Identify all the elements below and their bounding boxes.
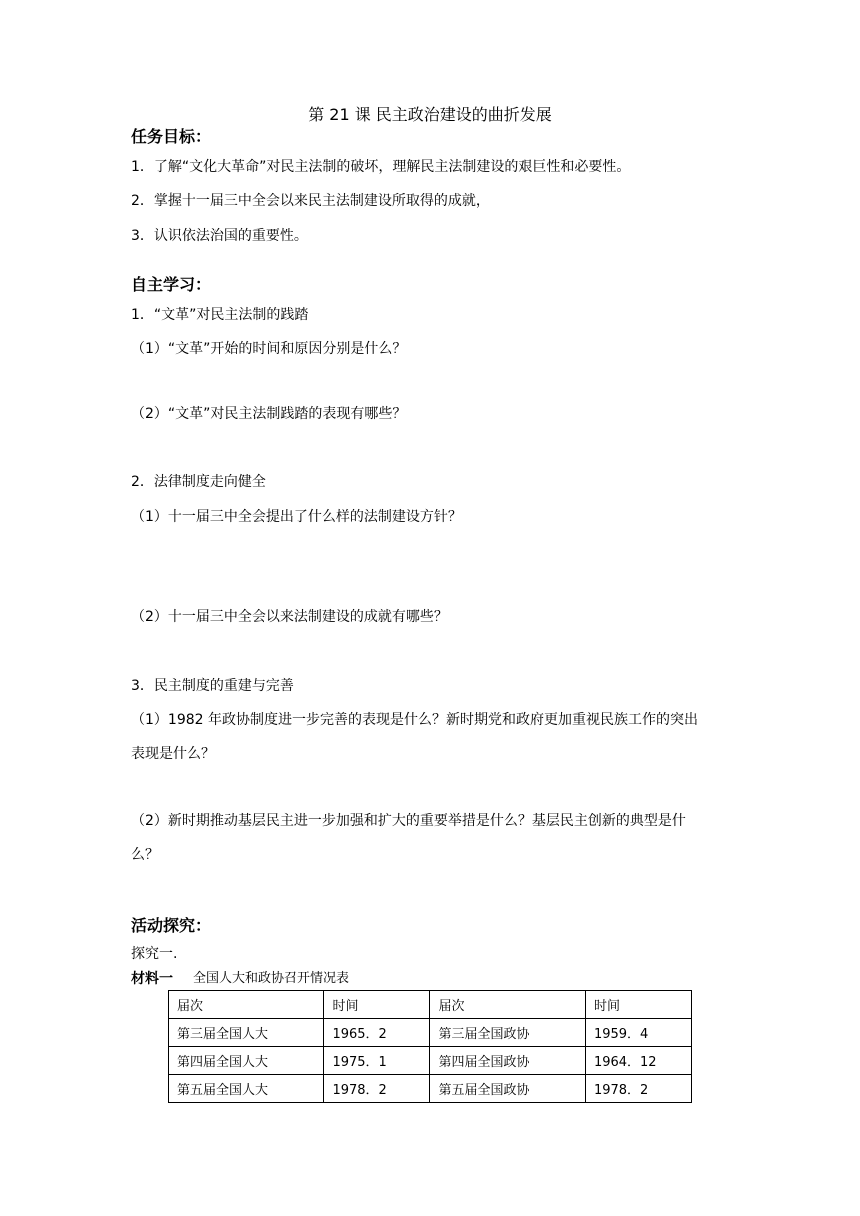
goal-item-1: 1．了解“文化大革命”对民主法制的破坏，理解民主法制建设的艰巨性和必要性。 (131, 159, 631, 175)
goal-item-2: 2．掌握十一届三中全会以来民主法制建设所取得的成就， (131, 193, 490, 209)
table-cell: 第四届全国人大 (169, 1047, 324, 1075)
table-header-cell: 时间 (324, 991, 430, 1019)
table-cell: 1965．2 (324, 1019, 430, 1047)
section-1-title: 1．“文革”对民主法制的践踏 (131, 307, 309, 323)
section-1-question-1: （1）“文革”开始的时间和原因分别是什么？ (131, 341, 407, 357)
section-2-title: 2．法律制度走向健全 (131, 474, 266, 490)
section-3-question-1-line-2: 表现是什么？ (131, 746, 215, 762)
activity-heading: 活动探究： (131, 916, 212, 935)
section-3-question-1-line-1: （1）1982 年政协制度进一步完善的表现是什么？新时期党和政府更加重视民族工作的突出 (131, 712, 698, 728)
section-3-question-2-line-1: （2）新时期推动基层民主进一步加强和扩大的重要举措是什么？基层民主创新的典型是什 (131, 813, 686, 829)
table-cell: 1959．4 (585, 1019, 691, 1047)
goal-item-3: 3．认识依法治国的重要性。 (131, 228, 308, 244)
goals-heading: 任务目标： (131, 127, 212, 146)
section-3-title: 3．民主制度的重建与完善 (131, 678, 294, 694)
self-study-heading: 自主学习： (131, 275, 212, 294)
section-2-question-2: （2）十一届三中全会以来法制建设的成就有哪些？ (131, 609, 448, 625)
table-row (169, 1075, 692, 1103)
table-cell: 第五届全国政协 (430, 1075, 585, 1103)
table-cell: 第三届全国政协 (430, 1019, 585, 1047)
material-caption: 全国人大和政协召开情况表 (193, 971, 350, 986)
table-cell: 1978．2 (324, 1075, 430, 1103)
lesson-title: 第 21 课 民主政治建设的曲折发展 (308, 105, 552, 124)
table-cell: 第三届全国人大 (169, 1019, 324, 1047)
table-row (169, 1047, 692, 1075)
table-header-cell: 届次 (430, 991, 585, 1019)
table-row (169, 1019, 692, 1047)
table-cell: 1975．1 (324, 1047, 430, 1075)
material-label: 材料一 (131, 971, 173, 987)
section-1-question-2: （2）“文革”对民主法制践踏的表现有哪些？ (131, 406, 407, 422)
table-cell: 第五届全国人大 (169, 1075, 324, 1103)
table-cell: 1978．2 (585, 1075, 691, 1103)
table-header-row (169, 991, 692, 1019)
congress-table (168, 990, 692, 1103)
explore-label: 探究一. (131, 946, 178, 962)
section-2-question-1: （1）十一届三中全会提出了什么样的法制建设方针？ (131, 509, 462, 525)
table-header-cell: 届次 (169, 991, 324, 1019)
section-3-question-2-line-2: 么？ (131, 847, 159, 863)
table-cell: 第四届全国政协 (430, 1047, 585, 1075)
table-cell: 1964．12 (585, 1047, 691, 1075)
table-header-cell: 时间 (585, 991, 691, 1019)
